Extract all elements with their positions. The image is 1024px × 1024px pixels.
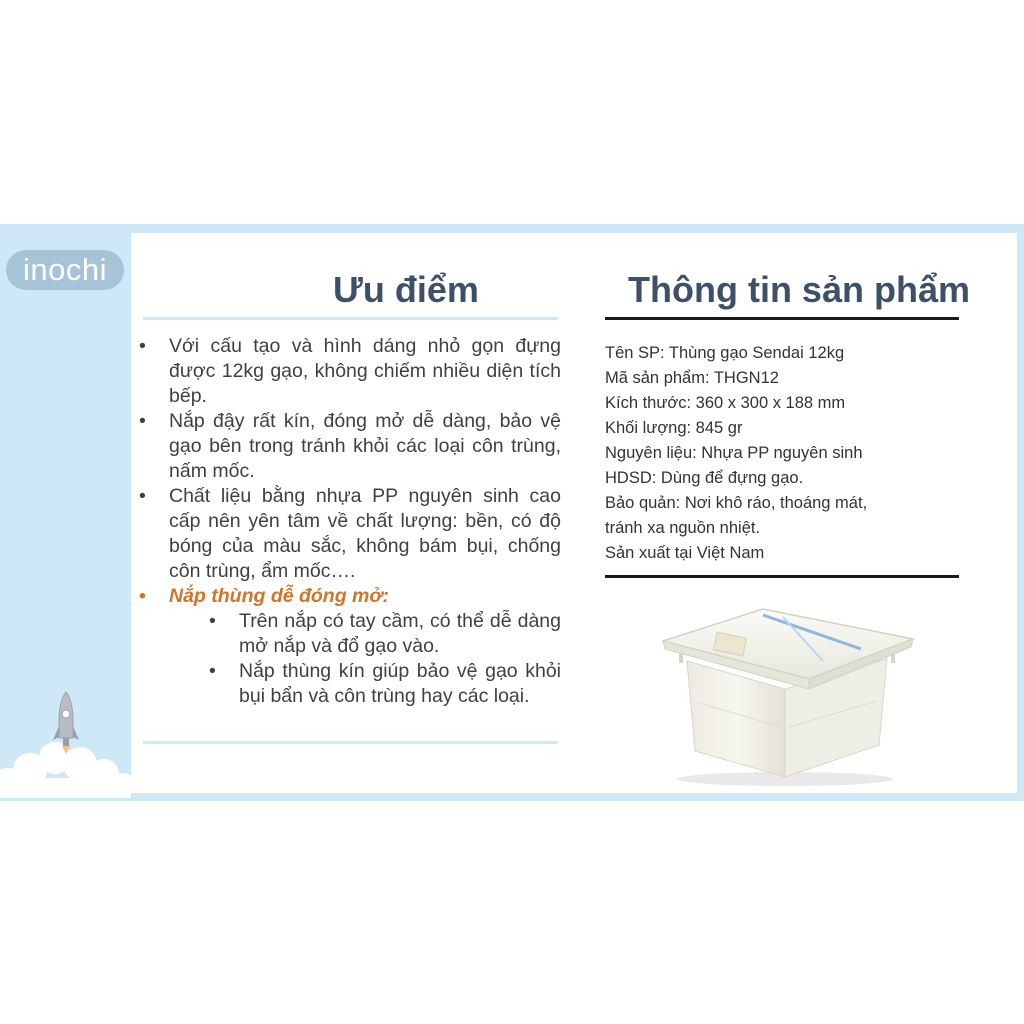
product-info-divider-top xyxy=(605,317,959,320)
bullet-icon: • xyxy=(139,410,146,432)
advantages-list xyxy=(139,334,561,709)
sub-point-item xyxy=(169,659,561,709)
info-material: Nguyên liệu: Nhựa PP nguyên sinh xyxy=(605,444,863,462)
info-storage: Bảo quản: Nơi khô ráo, thoáng mát, xyxy=(605,494,868,512)
advantage-item xyxy=(139,334,561,409)
advantage-item xyxy=(139,484,561,584)
advantage-text: Nắp đậy rất kín, đóng mở dễ dàng, bảo vệ gạo bên trong tránh khỏi các loại côn trùng, nấm mốc. xyxy=(169,410,561,482)
info-weight: Khối lượng: 845 gr xyxy=(605,419,743,437)
advantage-text: Với cấu tạo và hình dáng nhỏ gọn đựng được 12kg gạo, không chiếm nhiều diện tích bếp. xyxy=(169,335,561,407)
advantage-item xyxy=(139,409,561,484)
info-name: Tên SP: Thùng gạo Sendai 12kg xyxy=(605,344,845,362)
rocket-clouds-illustration xyxy=(0,686,131,798)
bullet-icon: • xyxy=(139,585,146,607)
sub-point-text: Nắp thùng kín giúp bảo vệ gạo khỏi bụi bẩn và côn trùng hay các loại. xyxy=(239,660,561,707)
advantages-divider-bottom xyxy=(143,741,558,744)
info-code: Mã sản phẩm: THGN12 xyxy=(605,369,779,387)
advantage-text: Chất liệu bằng nhựa PP nguyên sinh cao cấp nên yên tâm về chất lượng: bền, có độ bóng của màu sắc, không bám bụi, chống côn trùng, ẩm mốc…. xyxy=(169,485,561,582)
sub-point-item xyxy=(169,609,561,659)
bullet-icon: • xyxy=(139,485,146,507)
info-size: Kích thước: 360 x 300 x 188 mm xyxy=(605,394,846,412)
advantage-highlight-item xyxy=(139,584,561,709)
advantages-title: Ưu điểm xyxy=(333,269,479,310)
highlight-sub-list xyxy=(169,609,561,709)
product-info-divider-bottom xyxy=(605,575,959,578)
rice-container-image xyxy=(657,593,917,788)
inochi-logo: inochi xyxy=(6,250,124,290)
bullet-icon: • xyxy=(209,610,216,632)
content-panel xyxy=(131,233,1017,793)
product-info-title: Thông tin sản phẩm xyxy=(628,269,970,310)
info-storage-cont: tránh xa nguồn nhiệt. xyxy=(605,519,761,537)
info-banner xyxy=(0,224,1024,801)
highlight-label: Nắp thùng dễ đóng mở: xyxy=(169,585,389,607)
info-usage: HDSD: Dùng để đựng gạo. xyxy=(605,469,804,487)
product-info-list xyxy=(605,341,965,566)
bullet-icon: • xyxy=(139,335,146,357)
info-origin: Sản xuất tại Việt Nam xyxy=(605,544,765,562)
sub-point-text: Trên nắp có tay cầm, có thể dễ dàng mở nắp và đổ gạo vào. xyxy=(239,610,561,657)
advantages-divider-top xyxy=(143,317,558,320)
bullet-icon: • xyxy=(209,660,216,682)
